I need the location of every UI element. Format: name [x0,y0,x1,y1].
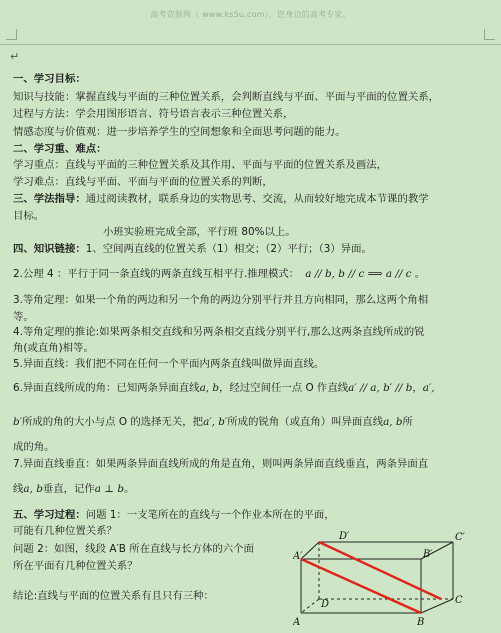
margin-corner-right [484,29,495,40]
k6-text-end: 所 [402,416,413,428]
knowledge-6-line-1 [13,382,435,395]
objective-attitude: 情感态度与价值观：进一步培养学生的空间想象和全面思考问题的能力。 [13,126,346,138]
knowledge-2 [13,268,425,281]
k6-text-angle: 所成的角的大小与点 O 的选择无关，把 [22,416,204,428]
k6-text-a: 6.异面直线所成的角：已知两条异面直线 [13,382,200,394]
k7-symbol-perp: a ⊥ b [94,483,125,495]
knowledge-6-line-3: 成的角。 [13,441,55,453]
label-c1: C′ [455,532,465,543]
section-3-line-1 [13,193,429,206]
k7-symbol-ab: a, b [23,483,43,495]
knowledge-7-line-1: 7.异面直线垂直：如果两条异面直线所成的角是直角，则叫两条异面直线垂直，两条异面直 [13,458,429,470]
label-d: D [321,599,330,610]
key-point: 学习重点：直线与平面的三种位置关系及其作用、平面与平面的位置关系及画法， [13,159,388,171]
label-b: B [417,617,425,628]
axiom-4-end: 。 [411,268,426,280]
header-text: 高考资源网（ www.ks5u.com），您身边的高考专家。 [150,10,351,19]
k7-text-c: 垂直，记作 [42,483,95,495]
k6-symbol-ab: a, b [199,382,220,394]
k7-text-end: 。 [124,483,135,495]
k6-symbol-ab-2: a, b [383,416,403,428]
conclusion: 结论:直线与平面的位置关系有且只有三种： [13,590,214,602]
k7-text-a: 线 [13,483,24,495]
k6-text-acute: 所成的锐角（或直角）叫异面直线 [227,416,384,428]
label-a1: A′ [293,551,303,562]
label-b1: B′ [423,549,433,560]
knowledge-4-line-1: 4.等角定理的推论:如果两条相交直线和另两条相交直线分别平行,那么这两条直线所成的锐 [13,326,425,338]
question-2: 问题 2：如图，线段 A′B 所在直线与长方体的六个面 [13,543,254,555]
question-1-line-2: 可能有几种位置关系？ [13,525,117,537]
knowledge-6-line-2 [13,416,413,429]
knowledge-3-line-1: 3.等角定理：如果一个角的两边和另一个角的两边分别平行并且方向相同，那么这两个角相 [13,294,429,306]
axiom-4-text: 2.公理 4 ：平行于同一条直线的两条直线互相平行.推理模式： [13,268,300,280]
class-requirement: 小班实验班完成全部，平行班 80%以上。 [103,226,296,238]
k6-text-c: ，经过空间任一点 O 作直线 [219,382,349,394]
section-3-line-2: 目标。 [13,210,45,222]
section-3-text: 通过阅读教材，联系身边的实物思考、交流，从而较好地完成本节课的教学 [85,193,429,205]
k6-symbol-b-prime: b′ [13,416,23,428]
knowledge-4-line-2: 角(或直角)相等。 [13,342,94,354]
cuboid-figure [293,529,473,633]
section-5-line-1 [13,509,335,522]
margin-corner-left [6,29,17,40]
axiom-4-formula: a // b, b // c ⟹ a // c [305,268,412,280]
k6-comma: ， [412,382,423,394]
objective-knowledge: 知识与技能：掌握直线与平面的三种位置关系，会判断直线与平面、平面与平面的位置关系， [13,91,440,103]
knowledge-7-line-2 [13,483,134,496]
paragraph-return-mark: ↵ [10,50,20,63]
label-c: C [455,595,463,606]
section-2-title: 二、学习重、难点： [13,143,107,155]
k6-symbol-a-b-prime: a′, b′ [203,416,228,428]
knowledge-1: 1、空间两直线的位置关系（1）相交；（2）平行；（3）异面。 [85,243,372,255]
section-3-title: 三、学法指导： [13,193,86,205]
knowledge-3-line-2: 等。 [13,311,34,323]
difficult-point: 学习难点：直线与平面、平面与平面的位置关系的判断， [13,176,273,188]
label-a: A [293,617,301,628]
section-5-title: 五、学习过程： [13,509,86,521]
question-1: 问题 1：一支笔所在的直线与一个作业本所在的平面， [85,509,335,521]
k6-symbol-a-prime: a′, [422,382,435,394]
objective-method: 过程与方法：学会用图形语言、符号语言表示三种位置关系， [13,108,294,120]
section-1-title: 一、学习目标： [13,73,86,85]
page-header [0,0,501,45]
section-4-line-1 [13,243,372,256]
knowledge-5: 5.异面直线：我们把不同在任何一个平面内两条直线叫做异面直线。 [13,358,325,370]
question-2-line-2: 所在平面有几种位置关系？ [13,560,138,572]
section-4-title: 四、知识链接： [13,243,86,255]
label-d1: D′ [339,531,350,542]
k6-symbol-parallel: a′ // a, b′ // b [348,382,413,394]
